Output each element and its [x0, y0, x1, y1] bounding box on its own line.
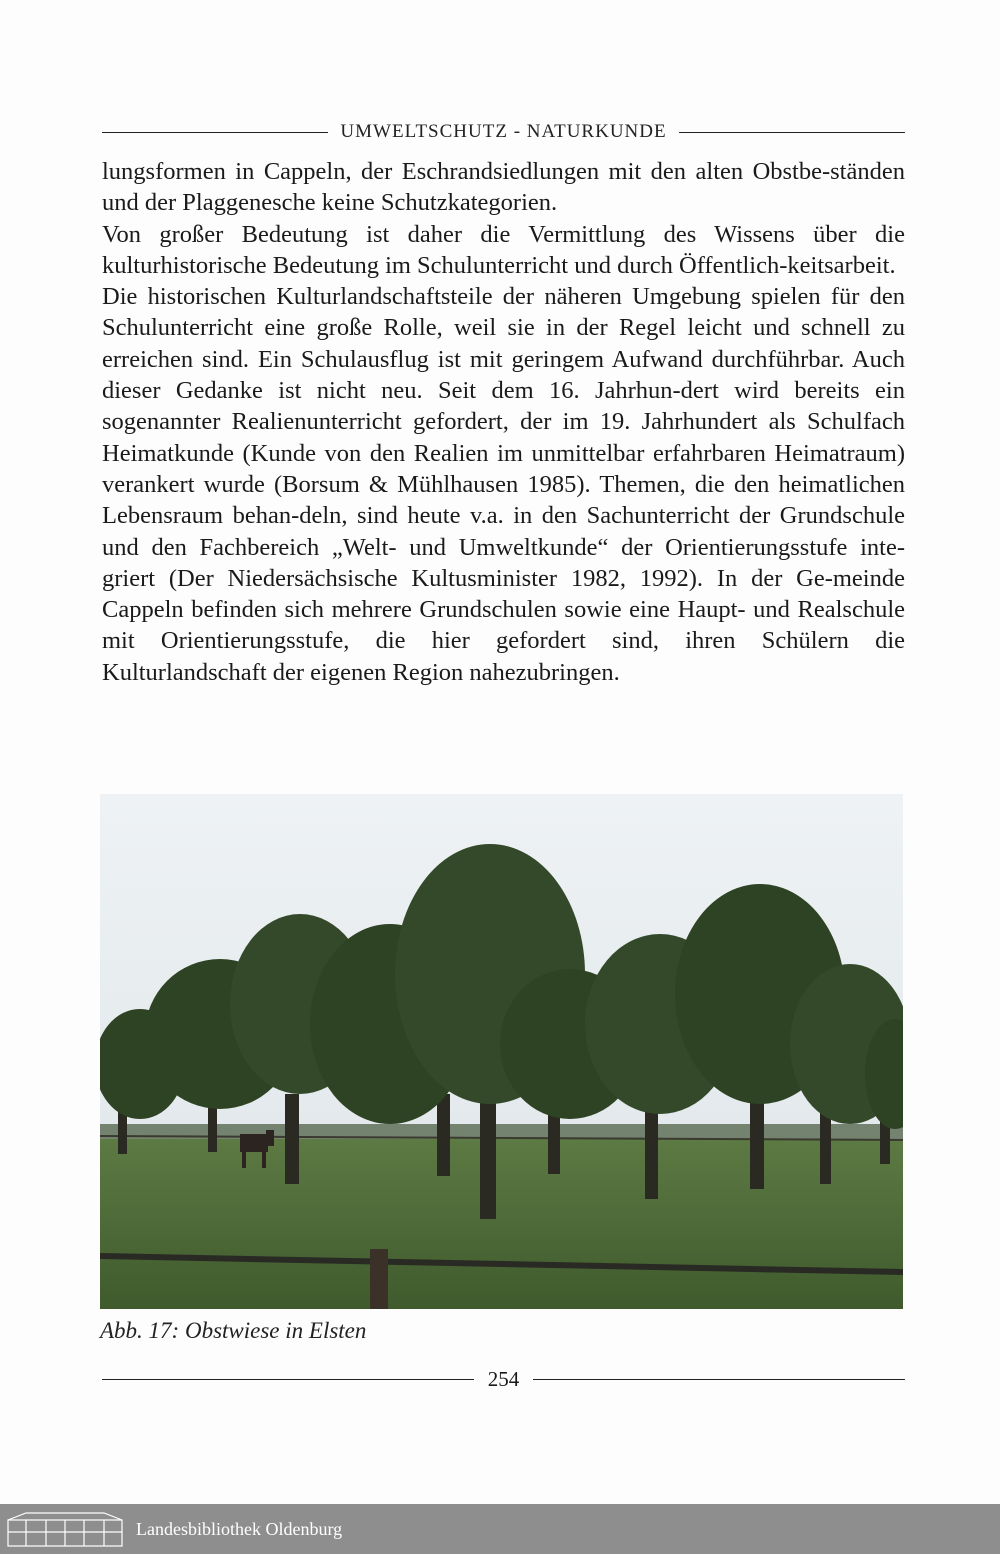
orchard-photo [100, 794, 903, 1309]
running-header [102, 118, 905, 146]
body-text [102, 156, 905, 688]
orchard-illustration [100, 794, 903, 1309]
library-name: Landesbibliothek Oldenburg [136, 1518, 343, 1539]
footer-rule-right [533, 1379, 905, 1380]
paragraph-3: Die historischen Kulturlandschaftsteile der näheren Umgebung spielen für den Schulunterricht eine große Rolle, weil sie in der Regel leicht und schnell zu erreichen sind. Ein Schulausflug ist mit geringem Aufwand durchführbar. Auch dieser Gedanke ist nicht neu. Seit dem 16. Jahrhun-dert wird bereits ein sogenannter Realienunterricht gefordert, der im 19. Jahrhundert als Schulfach Heimatkunde (Kunde von den Realien im unmittelbar erfahrbaren Heimatraum) verankert wurde (Borsum & Mühlhausen 1985). Themen, die den heimatlichen Lebensraum behan-deln, sind heute v.a. in den Sachunterricht der Grundschule und den Fachbereich „Welt- und Umweltkunde“ der Orientierungsstufe inte-griert (Der Niedersächsische Kultusminister 1982, 1992). In der Ge-meinde Cappeln befinden sich mehrere Grundschulen sowie eine Haupt- und Realschule mit Orientierungsstufe, die hier gefordert sind, ihren Schülern die Kulturlandschaft der eigenen Region nahezubringen. [102, 283, 905, 686]
library-building-icon [6, 1510, 124, 1548]
header-rule-left [102, 132, 328, 133]
library-footer-bar [0, 1504, 1000, 1554]
footer-rule-left [102, 1379, 474, 1380]
figure-caption: Abb. 17: Obstwiese in Elsten [100, 1318, 367, 1343]
paragraph-1: lungsformen in Cappeln, der Eschrandsiedlungen mit den alten Obstbe-ständen und der Plaggenesche keine Schutzkategorien. [102, 158, 905, 217]
page-footer [102, 1364, 905, 1394]
running-header-title: UMWELTSCHUTZ - NATURKUNDE [340, 121, 667, 142]
header-rule-right [679, 132, 905, 133]
page-number: 254 [487, 1366, 520, 1391]
paragraph-2: Von großer Bedeutung ist daher die Vermittlung des Wissens über die kulturhistorische Bedeutung im Schulunterricht und durch Öffentlich-keitsarbeit. [102, 220, 905, 279]
